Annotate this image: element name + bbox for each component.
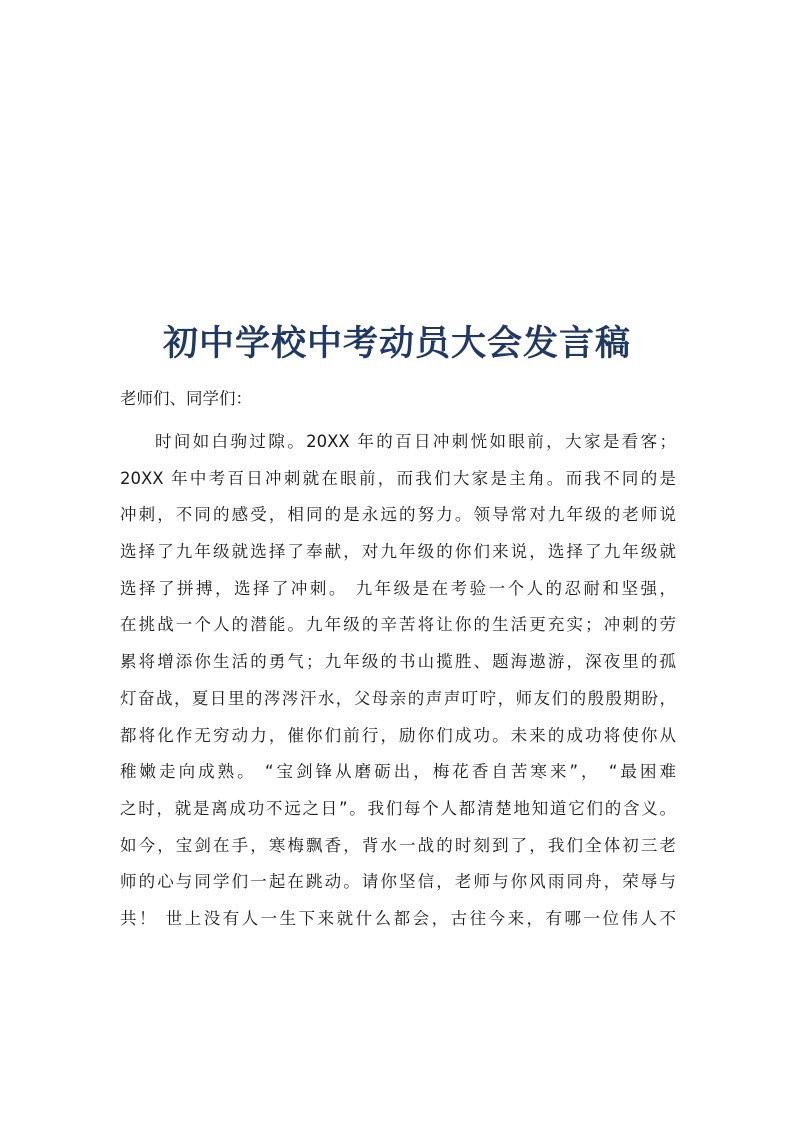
text-line: 稚嫩走向成熟。 “宝剑锋从磨砺出，梅花香自苦寒来”， “最困难	[120, 762, 676, 782]
text-line: 之时，就是离成功不远之日”。我们每个人都清楚地知道它们的含义。	[120, 798, 676, 818]
body-text	[120, 424, 676, 938]
text-line: 选择了拼搏，选择了冲刺。 九年级是在考验一个人的忍耐和坚强，	[120, 578, 676, 598]
text-line: 时间如白驹过隙。20XX 年的百日冲刺恍如眼前，大家是看客；	[155, 432, 676, 451]
text-line: 冲刺，不同的感受，相同的是永远的努力。领导常对九年级的老师说	[120, 505, 676, 525]
text-line: 如今，宝剑在手，寒梅飘香，背水一战的时刻到了，我们全体初三老	[120, 835, 676, 855]
text-line: 共！ 世上没有人一生下来就什么都会，古往今来，有哪一位伟人不	[120, 908, 676, 928]
text-line: 师的心与同学们一起在跳动。请你坚信，老师与你风雨同舟，荣辱与	[120, 872, 676, 892]
text-line: 选择了九年级就选择了奉献，对九年级的你们来说，选择了九年级就	[120, 542, 676, 562]
document-title: 初中学校中考动员大会发言稿	[162, 323, 631, 364]
text-line: 20XX 年中考百日冲刺就在眼前，而我们大家是主角。而我不同的是	[120, 468, 676, 488]
salutation: 老师们、同学们：	[120, 389, 252, 408]
text-line: 累将增添你生活的勇气；九年级的书山揽胜、题海遨游，深夜里的孤	[120, 652, 676, 672]
text-line: 都将化作无穷动力，催你们前行，励你们成功。未来的成功将使你从	[120, 725, 676, 745]
text-line: 灯奋战，夏日里的涔涔汗水，父母亲的声声叮咛，师友们的殷殷期盼，	[120, 688, 676, 708]
text-line: 在挑战一个人的潜能。九年级的辛苦将让你的生活更充实；冲刺的劳	[120, 615, 676, 635]
